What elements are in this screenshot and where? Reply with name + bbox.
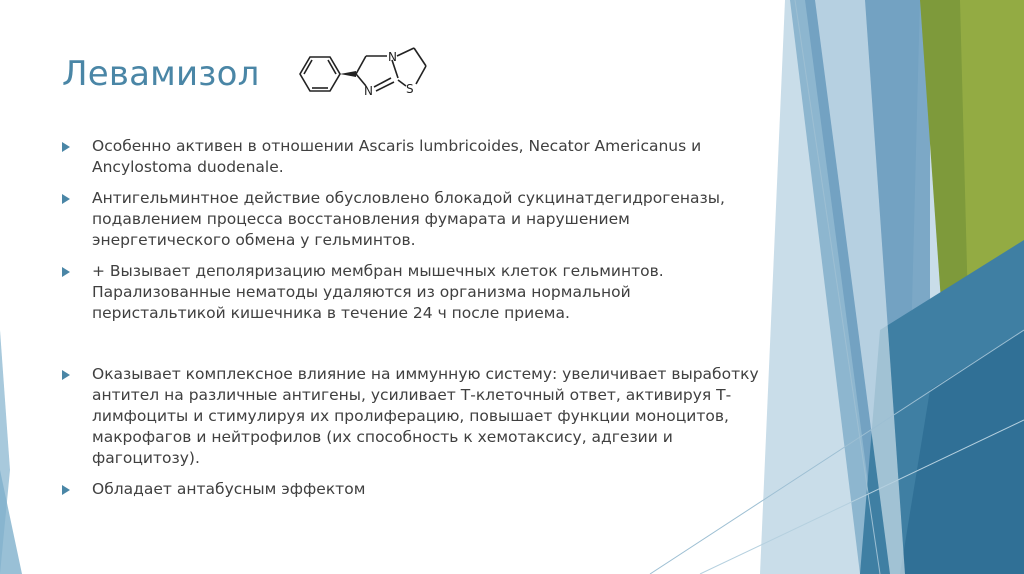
- bond: [398, 80, 406, 86]
- atom-label-s: S: [406, 82, 414, 96]
- bond: [397, 48, 414, 56]
- bullet-item: [60, 136, 760, 178]
- bullet-arrow-icon: [62, 142, 70, 152]
- bullet-text: Оказывает комплексное влияние на иммунную систему: увеличивает выработку антител на различные антигены, усиливает Т-клеточный ответ, активируя Т-лимфоциты и стимулируя их пролиферацию, повышает функции моноцитов, макрофагов и нейтрофилов (их способность к хемотаксису, адгезии и фагоцитозу).: [92, 365, 759, 467]
- left-accent-shape-dark: [0, 470, 22, 574]
- bond: [414, 48, 426, 66]
- double-bond: [376, 82, 394, 91]
- benzene-ring: [300, 57, 340, 91]
- bullet-item: [60, 261, 760, 324]
- bullet-list: [60, 136, 760, 500]
- bullet-text: + Вызывает деполяризацию мембран мышечных клеток гельминтов. Парализованные нематоды удаляются из организма нормальной перистальтикой кишечника в течение 24 ч после приема.: [92, 262, 664, 322]
- bullet-arrow-icon: [62, 485, 70, 495]
- bullet-item: [60, 188, 760, 251]
- bullet-item: [60, 479, 760, 500]
- bullet-arrow-icon: [62, 267, 70, 277]
- bullet-text: Обладает антабусным эффектом: [92, 480, 366, 498]
- levamisole-structure-diagram: [292, 38, 442, 110]
- bullet-text: Антигельминтное действие обусловлено блокадой сукцинатдегидрогеназы, подавлением процесса восстановления фумарата и нарушением энергетического обмена у гельминтов.: [92, 189, 725, 249]
- bullet-arrow-icon: [62, 194, 70, 204]
- wedge-bond: [340, 71, 356, 77]
- benzene-inner-bond: [328, 60, 336, 74]
- slide-title: Левамизол: [62, 54, 260, 94]
- bullet-arrow-icon: [62, 370, 70, 380]
- benzene-inner-bond: [304, 60, 312, 74]
- atom-label-n-bottom: N: [364, 84, 373, 98]
- atom-label-n-top: N: [388, 50, 397, 64]
- bond: [416, 66, 426, 84]
- bullet-item: [60, 364, 760, 469]
- bullet-text: Особенно активен в отношении Ascaris lumbricoides, Necator Americanus и Ancylostoma duodenale.: [92, 137, 702, 176]
- bond: [356, 56, 366, 74]
